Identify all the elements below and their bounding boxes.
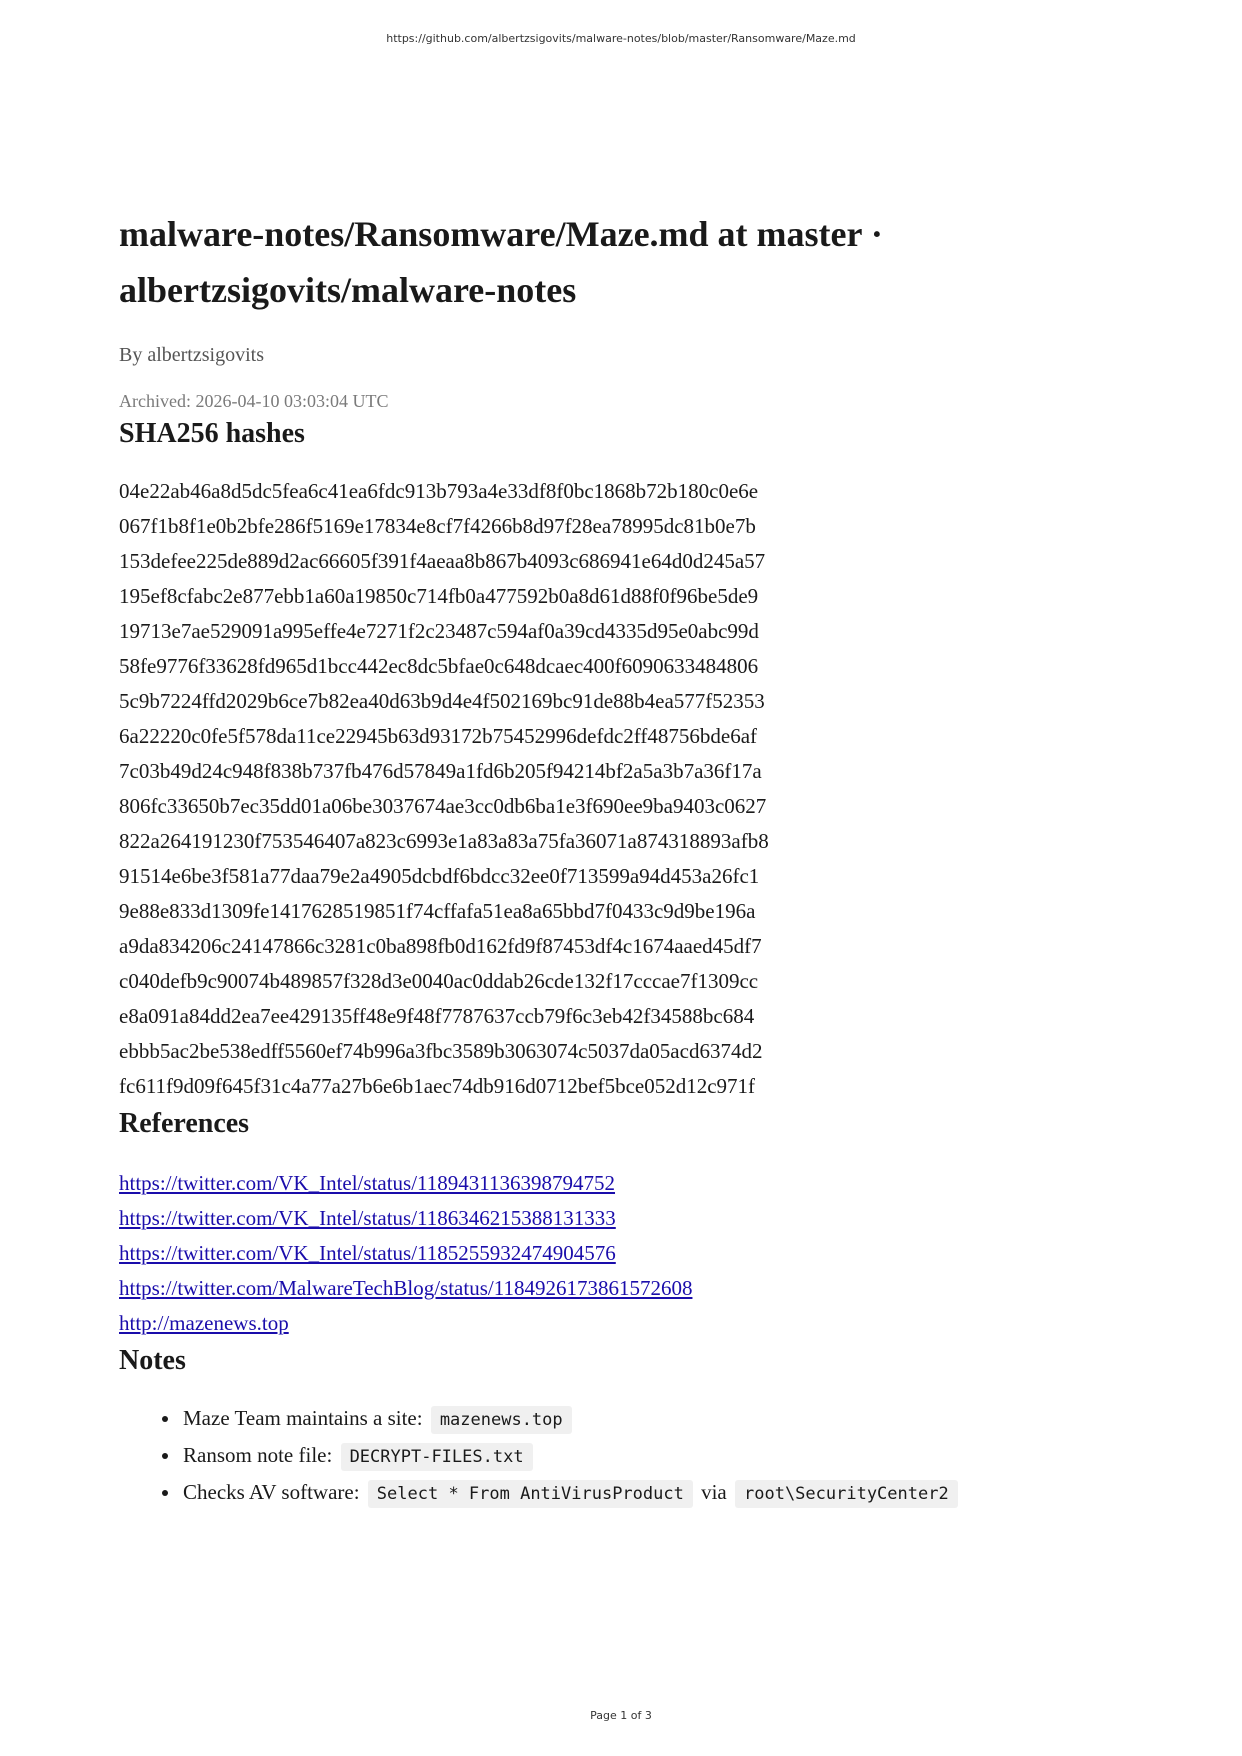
hash-item: 5c9b7224ffd2029b6ce7b82ea40d63b9d4e4f502169bc91de88b4ea577f52353: [119, 689, 765, 713]
hash-list: [119, 474, 1119, 1104]
hash-item: e8a091a84dd2ea7ee429135ff48e9f48f7787637ccb79f6c3eb42f34588bc684: [119, 1004, 755, 1028]
page-title-line-2: albertzsigovits/malware-notes: [119, 270, 577, 310]
note-item: [181, 1401, 1119, 1438]
hash-item: 91514e6be3f581a77daa79e2a4905dcbdf6bdcc32ee0f713599a94d453a26fc1: [119, 864, 760, 888]
hash-item: 195ef8cfabc2e877ebb1a60a19850c714fb0a477592b0a8d61d88f0f96be5de9: [119, 584, 759, 608]
references-list: [119, 1166, 1119, 1341]
article: [119, 206, 1119, 1512]
byline: By albertzsigovits: [119, 344, 264, 366]
note-text: Checks AV software:: [183, 1480, 360, 1504]
reference-link[interactable]: https://twitter.com/VK_Intel/status/1185255932474904576: [119, 1241, 616, 1265]
notes-heading: Notes: [119, 1345, 186, 1376]
hash-item: 806fc33650b7ec35dd01a06be3037674ae3cc0db6ba1e3f690ee9ba9403c0627: [119, 794, 767, 818]
hash-item: ebbb5ac2be538edff5560ef74b996a3fbc3589b3063074c5037da05acd6374d2: [119, 1039, 763, 1063]
inline-code: root\SecurityCenter2: [735, 1480, 958, 1508]
hash-item: 04e22ab46a8d5dc5fea6c41ea6fdc913b793a4e33df8f0bc1868b72b180c0e6e: [119, 479, 759, 503]
page-title-line-1: malware-notes/Ransomware/Maze.md at master ·: [119, 214, 883, 254]
note-text: Ransom note file:: [183, 1443, 333, 1467]
hash-item: 9e88e833d1309fe1417628519851f74cffafa51ea8a65bbd7f0433c9d9be196a: [119, 899, 756, 923]
hash-item: 067f1b8f1e0b2bfe286f5169e17834e8cf7f4266b8d97f28ea78995dc81b0e7b: [119, 514, 756, 538]
hash-item: 822a264191230f753546407a823c6993e1a83a83a75fa36071a874318893afb8: [119, 829, 769, 853]
hash-item: 58fe9776f33628fd965d1bcc442ec8dc5bfae0c648dcaec400f6090633484806: [119, 654, 759, 678]
hash-item: 7c03b49d24c948f838b737fb476d57849a1fd6b205f94214bf2a5a3b7a36f17a: [119, 759, 762, 783]
page-title: [119, 206, 1119, 318]
reference-link[interactable]: https://twitter.com/MalwareTechBlog/status/1184926173861572608: [119, 1276, 693, 1300]
note-item: [181, 1475, 1119, 1512]
reference-link[interactable]: https://twitter.com/VK_Intel/status/1189431136398794752: [119, 1171, 616, 1195]
archived-timestamp: Archived: 2026-04-10 03:03:04 UTC: [119, 391, 389, 411]
note-item: [181, 1438, 1119, 1475]
sha256-heading: SHA256 hashes: [119, 418, 305, 449]
reference-link[interactable]: http://mazenews.top: [119, 1311, 289, 1335]
hash-item: 6a22220c0fe5f578da11ce22945b63d93172b75452996defdc2ff48756bde6af: [119, 724, 758, 748]
hash-item: c040defb9c90074b489857f328d3e0040ac0ddab26cde132f17cccae7f1309cc: [119, 969, 759, 993]
hash-item: a9da834206c24147866c3281c0ba898fb0d162fd9f87453df4c1674aaed45df7: [119, 934, 762, 958]
hash-item: 19713e7ae529091a995effe4e7271f2c23487c594af0a39cd4335d95e0abc99d: [119, 619, 759, 643]
page-url: https://github.com/albertzsigovits/malware-notes/blob/master/Ransomware/Maze.md: [386, 32, 856, 45]
inline-code: Select * From AntiVirusProduct: [368, 1480, 693, 1508]
reference-link[interactable]: https://twitter.com/VK_Intel/status/1186346215388131333: [119, 1206, 616, 1230]
note-joiner: via: [701, 1480, 727, 1504]
note-text: Maze Team maintains a site:: [183, 1406, 423, 1430]
inline-code: DECRYPT-FILES.txt: [341, 1443, 533, 1471]
hash-item: fc611f9d09f645f31c4a77a27b6e6b1aec74db916d0712bef5bce052d12c971f: [119, 1074, 756, 1098]
notes-list: [119, 1401, 1119, 1512]
references-heading: References: [119, 1108, 250, 1139]
page-number: Page 1 of 3: [590, 1709, 652, 1722]
inline-code: mazenews.top: [431, 1406, 572, 1434]
hash-item: 153defee225de889d2ac66605f391f4aeaa8b867b4093c686941e64d0d245a57: [119, 549, 766, 573]
